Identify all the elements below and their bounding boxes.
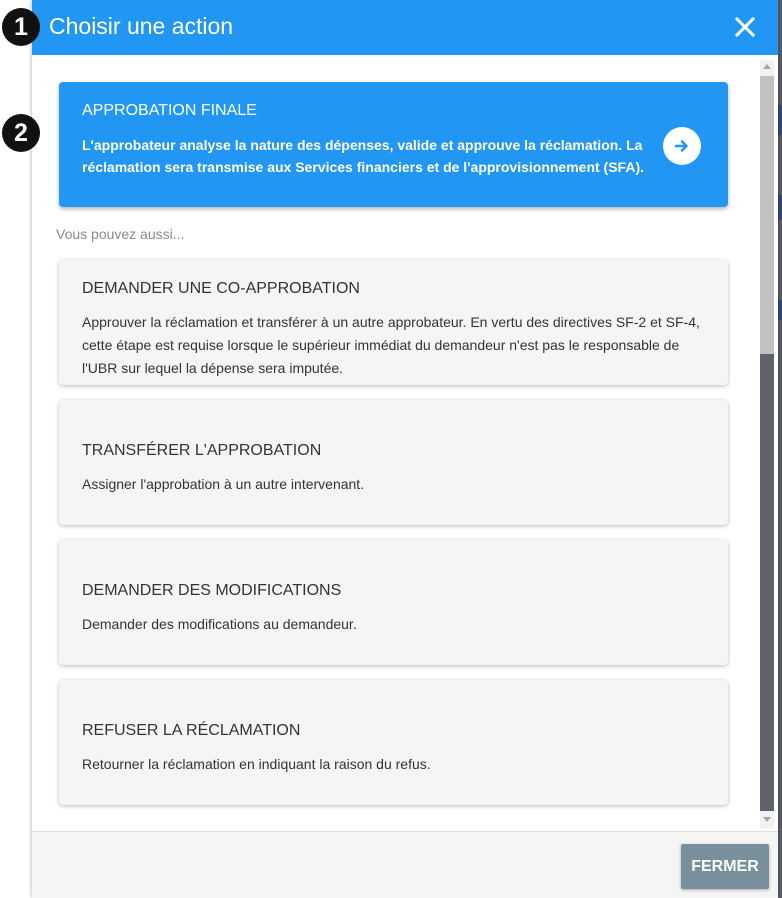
dialog-title: Choisir une action [49,13,234,39]
arrow-right-icon[interactable] [663,127,701,165]
action-card-title: REFUSER LA RÉCLAMATION [82,722,301,739]
action-card-title: DEMANDER UNE CO-APPROBATION [82,280,360,297]
close-button[interactable]: FERMER [681,844,769,889]
callout-badge-1: 1 [2,8,40,46]
action-card-request-changes[interactable] [59,540,728,665]
page-backdrop-edge [778,0,782,898]
action-card-description: Retourner la réclamation en indiquant la raison du refus. [82,756,431,772]
action-card-final-approval[interactable] [59,82,728,207]
secondary-actions-subtitle: Vous pouvez aussi... [56,226,185,242]
action-card-description: L'approbateur analyse la nature des dépenses, valide et approuve la réclamation. La réclamation sera transmise aux Services financiers et de l'approvisionnement (SFA). [82,137,644,175]
callout-badge-2: 2 [2,114,40,152]
action-card-title: APPROBATION FINALE [82,102,257,119]
dialog-footer [32,831,778,898]
scroll-up-icon[interactable] [763,64,771,69]
action-card-transfer-approval[interactable] [59,400,728,525]
scroll-down-icon[interactable] [763,817,771,822]
scrollbar[interactable] [760,60,774,828]
action-card-description: Assigner l'approbation à un autre intervenant. [82,476,365,492]
action-card-co-approval[interactable] [59,260,728,385]
scrollbar-thumb[interactable] [760,76,774,354]
action-card-title: DEMANDER DES MODIFICATIONS [82,582,342,599]
action-card-description: Approuver la réclamation et transférer à un autre approbateur. En vertu des directives SF-2 et SF-4, cette étape est requise lorsque le supérieur immédiat du demandeur n'est pas le responsable de l'UBR sur lequel la dépense sera imputée. [82,314,700,376]
action-card-title: TRANSFÉRER L'APPROBATION [82,442,322,459]
action-card-refuse-claim[interactable] [59,680,728,805]
action-card-description: Demander des modifications au demandeur. [82,616,357,632]
dialog-header [32,0,778,55]
action-dialog [32,0,778,898]
scrollbar-track[interactable] [760,354,774,811]
close-icon[interactable] [729,11,761,43]
